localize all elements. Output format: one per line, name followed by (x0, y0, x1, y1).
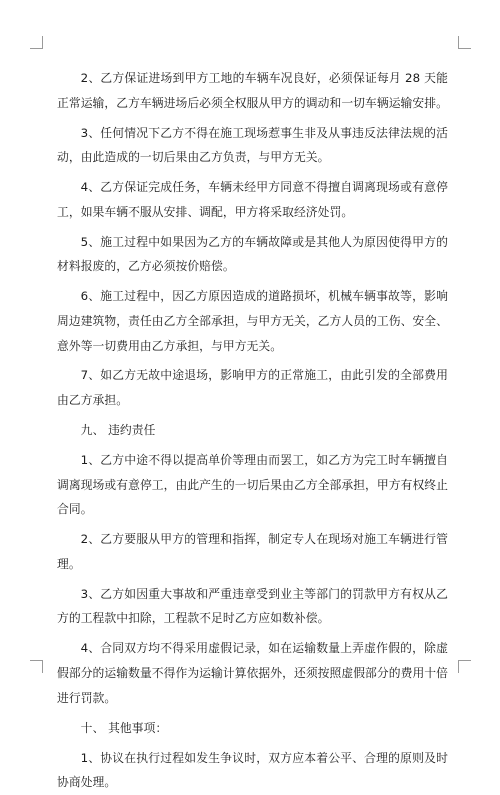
clause-2-vehicle-condition: 2、乙方保证进场到甲方工地的车辆车况良好，必须保证每月 28 天能正常运输，乙方车辆进场后必须全权服从甲方的调动和一切车辆运输安排。 (57, 71, 448, 110)
section-heading-other-matters: 十、 其他事项： (80, 720, 168, 735)
section-heading-breach-liability: 九、 违约责任 (80, 423, 156, 438)
breach-clause-1-strike: 1、乙方中途不得以提高单价等理由而罢工，如乙方为完工时车辆擅自调离现场或有意停工，由此产生的一切后果由乙方全部承担，甲方有权终止合同。 (57, 453, 448, 517)
crop-mark-top-right (458, 36, 471, 49)
clause-7-withdrawal: 7、如乙方无故中途退场，影响甲方的正常施工，由此引发的全部费用由乙方承担。 (57, 368, 448, 408)
crop-mark-bottom-right (458, 660, 471, 673)
crop-mark-bottom-left (30, 660, 43, 673)
clause-6-road-damage: 6、施工过程中，因乙方原因造成的道路损坏，机械车辆事故等，影响周边建筑物，责任由乙方全部承担，与甲方无关，乙方人员的工伤、安全、意外等一切费用由乙方承担，与甲方无关。 (57, 289, 448, 353)
clause-5-material-damage: 5、施工过程中如果因为乙方的车辆故障或是其他人为原因使得甲方的材料报废的，乙方必须按价赔偿。 (57, 234, 448, 274)
breach-clause-2-management: 2、乙方要服从甲方的管理和指挥，制定专人在现场对施工车辆进行管理。 (57, 532, 448, 571)
crop-mark-top-left (30, 36, 43, 49)
breach-clause-3-fines: 3、乙方如因重大事故和严重违章受到业主等部门的罚款甲方有权从乙方的工程款中扣除，工程款不足时乙方应如数补偿。 (57, 586, 448, 626)
document-body (57, 66, 448, 795)
breach-clause-4-false-records: 4、合同双方均不得采用虚假记录，如在运输数量上弄虚作假的，除虚假部分的运输数量不得作为运输计算依据外，还须按照虚假部分的费用十倍进行罚款。 (57, 641, 448, 705)
clause-3-no-misconduct: 3、任何情况下乙方不得在施工现场惹事生非及从事违反法律法规的活动，由此造成的一切后果由乙方负责，与甲方无关。 (57, 125, 448, 165)
clause-4-task-completion: 4、乙方保证完成任务，车辆未经甲方同意不得擅自调离现场或有意停工，如果车辆不服从安排、调配，甲方将采取经济处罚。 (57, 180, 448, 219)
other-clause-1-disputes: 1、协议在执行过程如发生争议时，双方应本着公平、合理的原则及时协商处理。 (57, 750, 448, 790)
